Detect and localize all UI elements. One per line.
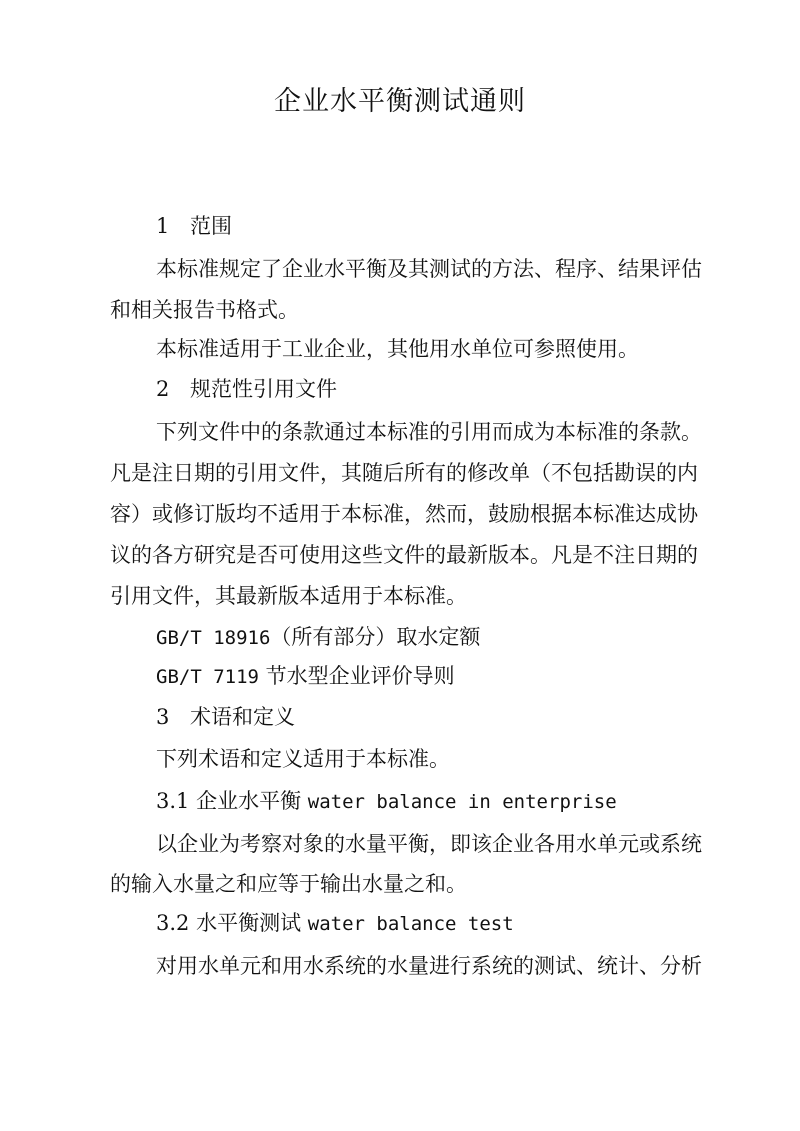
section-title: 术语和定义 xyxy=(190,705,295,729)
paragraph-line: 本标准适用于工业企业，其他用水单位可参照使用。 xyxy=(156,337,639,361)
term-number: 3.1 xyxy=(156,789,190,813)
reference-code: GB/T 7119 xyxy=(156,666,259,688)
paragraph-line: 议的各方研究是否可使用这些文件的最新版本。凡是不注日期的 xyxy=(110,543,698,567)
section-number: 1 xyxy=(156,214,170,238)
section-number: 3 xyxy=(156,705,170,729)
reference-item xyxy=(156,621,776,654)
document-title: 企业水平衡测试通则 xyxy=(274,86,526,117)
section-2-heading xyxy=(156,373,776,405)
term-english: water balance in enterprise xyxy=(307,791,617,813)
section-number: 2 xyxy=(156,377,170,401)
reference-title: 节水型企业评价导则 xyxy=(258,664,455,688)
term-english: water balance test xyxy=(307,913,514,935)
paragraph-line: 引用文件，其最新版本适用于本标准。 xyxy=(110,584,467,608)
paragraph-line: 对用水单元和用水系统的水量进行系统的测试、统计、分析 xyxy=(156,954,702,978)
term-number: 3.2 xyxy=(156,911,190,935)
paragraph-line: 和相关报告书格式。 xyxy=(110,298,299,322)
section-title: 规范性引用文件 xyxy=(190,377,337,401)
paragraph-line: 本标准规定了企业水平衡及其测试的方法、程序、结果评估 xyxy=(156,257,702,281)
term-chinese: 水平衡测试 xyxy=(196,911,302,935)
reference-code: GB/T 18916 xyxy=(156,627,271,649)
term-chinese: 企业水平衡 xyxy=(196,789,302,813)
paragraph-line: 下列术语和定义适用于本标准。 xyxy=(156,747,450,771)
section-1-heading xyxy=(156,210,776,242)
term-3-2-heading xyxy=(156,907,776,940)
paragraph-line: 凡是注日期的引用文件，其随后所有的修改单（不包括勘误的内 xyxy=(110,461,698,485)
section-title: 范围 xyxy=(190,214,232,238)
reference-item xyxy=(156,660,776,693)
paragraph-line: 以企业为考察对象的水量平衡，即该企业各用水单元或系统 xyxy=(156,832,702,856)
section-3-heading xyxy=(156,701,776,733)
paragraph-line: 下列文件中的条款通过本标准的引用而成为本标准的条款。 xyxy=(156,420,702,444)
reference-title: （所有部分）取水定额 xyxy=(270,625,481,649)
paragraph-line: 的输入水量之和应等于输出水量之和。 xyxy=(110,872,467,896)
paragraph-line: 容）或修订版均不适用于本标准，然而，鼓励根据本标准达成协 xyxy=(110,502,698,526)
term-3-1-heading xyxy=(156,785,776,818)
